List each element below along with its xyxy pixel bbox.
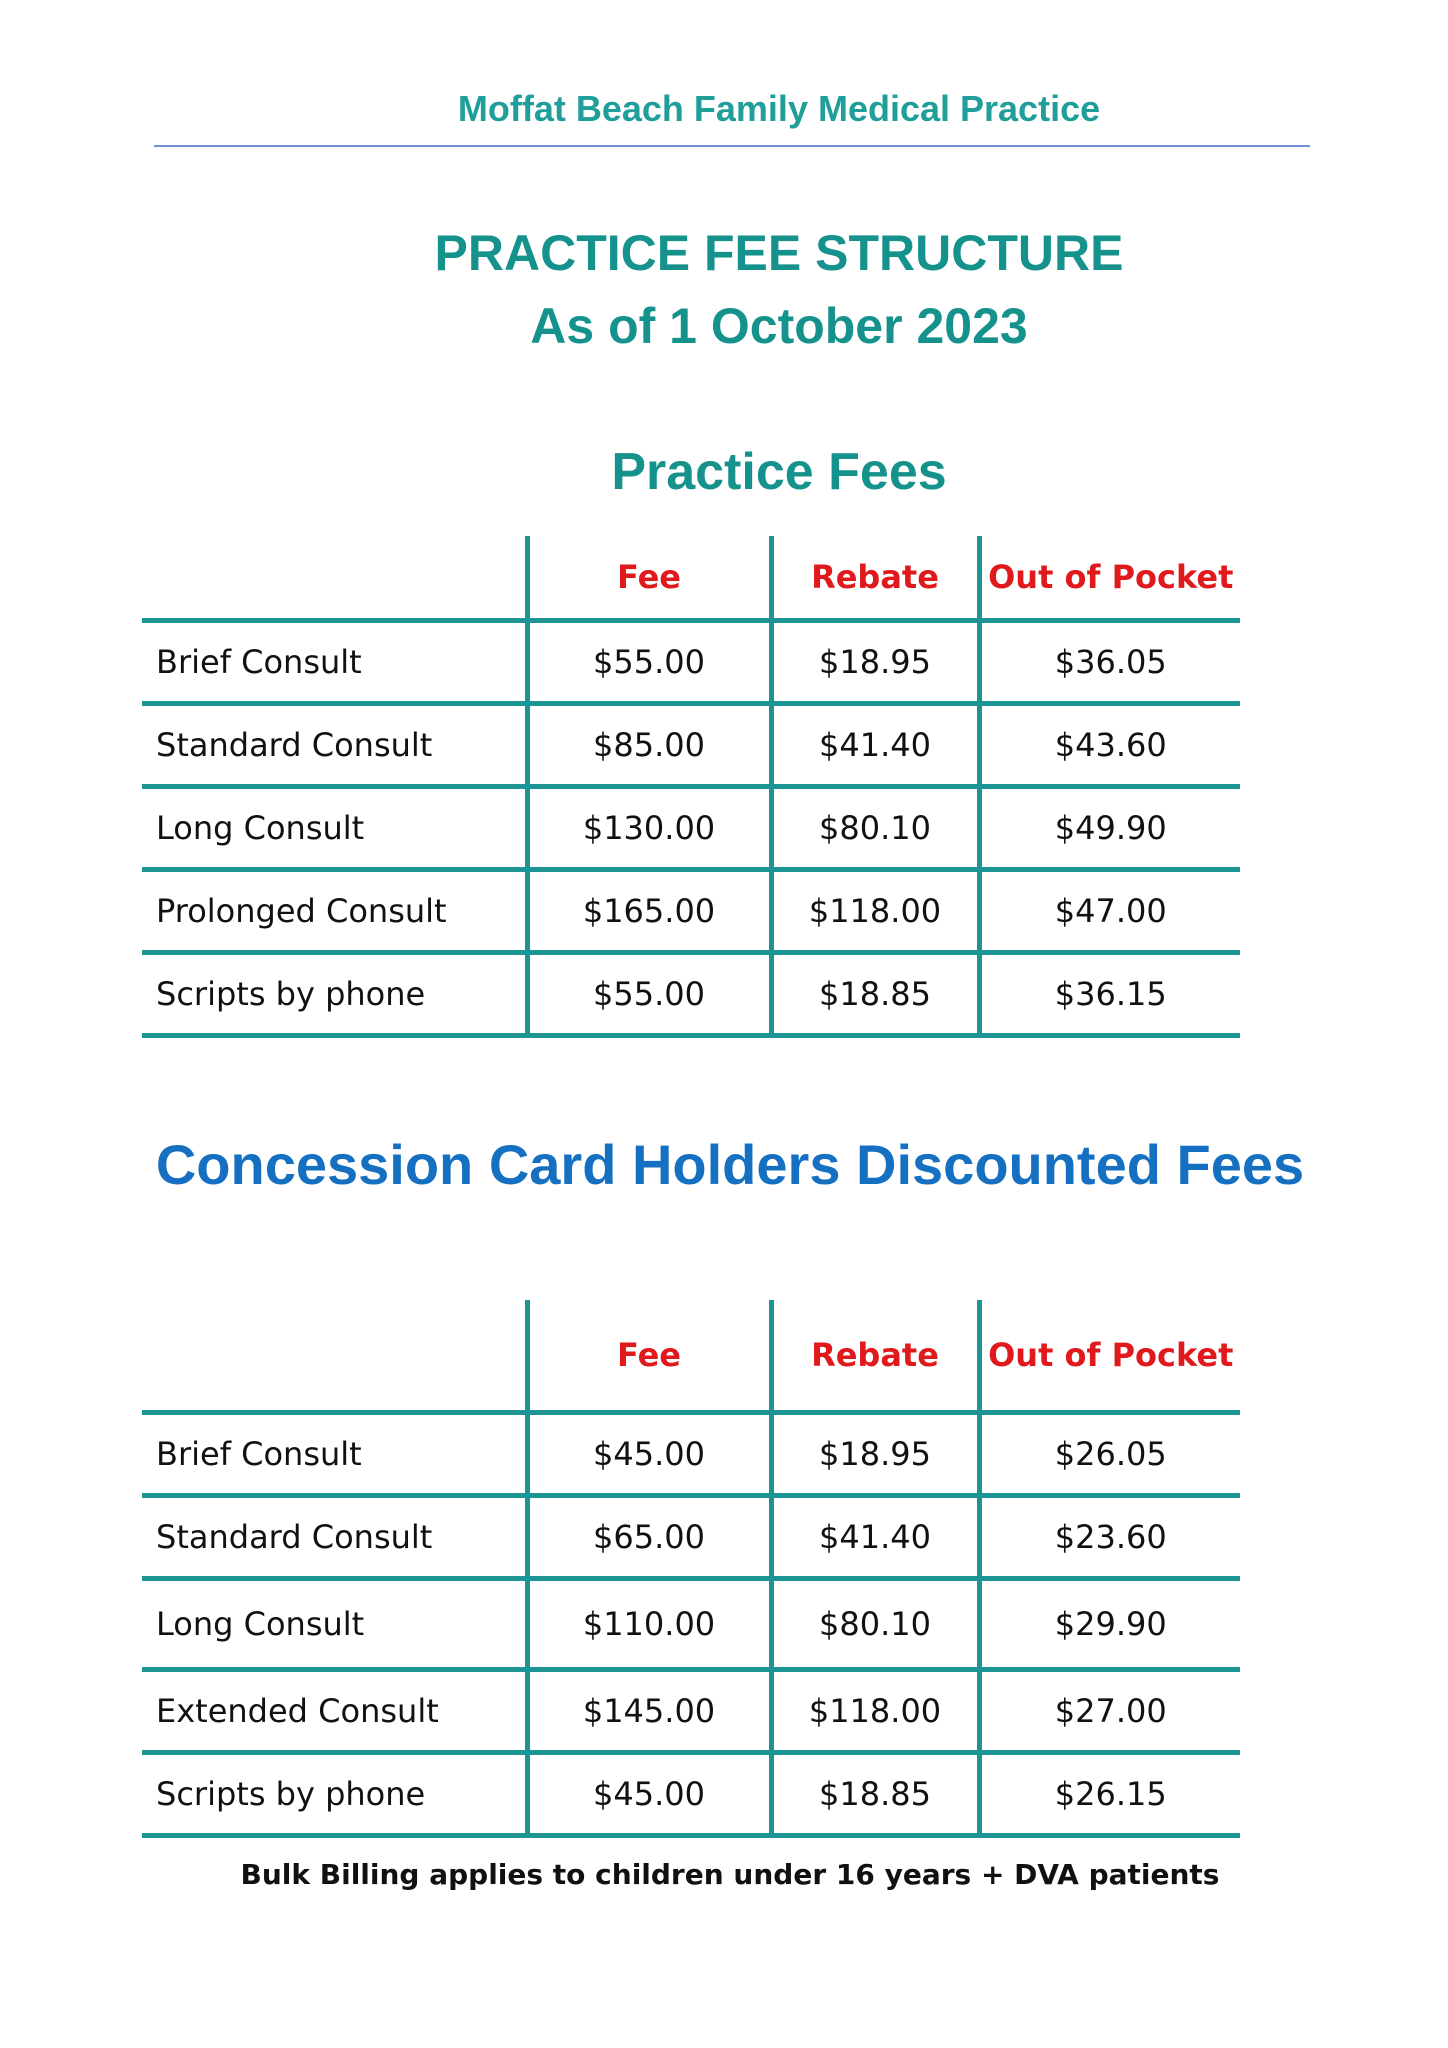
- fee-value: $55.00: [527, 952, 771, 1035]
- service-name: Scripts by phone: [142, 952, 527, 1035]
- out-of-pocket-value: $47.00: [979, 869, 1240, 952]
- column-header-out-of-pocket: Out of Pocket: [979, 1300, 1240, 1412]
- fee-value: $130.00: [527, 786, 771, 869]
- table-header-row: [142, 1300, 1240, 1412]
- rebate-value: $80.10: [771, 786, 979, 869]
- fee-value: $145.00: [527, 1669, 771, 1752]
- column-header-rebate: Rebate: [771, 1300, 979, 1412]
- service-name: Standard Consult: [142, 703, 527, 786]
- column-header-rebate: Rebate: [771, 536, 979, 620]
- service-name: Standard Consult: [142, 1495, 527, 1578]
- service-name: Long Consult: [142, 786, 527, 869]
- table-row: [142, 1752, 1240, 1835]
- page-title: PRACTICE FEE STRUCTURE: [434, 225, 1124, 281]
- page-subtitle-date: As of 1 October 2023: [530, 298, 1028, 354]
- out-of-pocket-value: $29.90: [979, 1578, 1240, 1669]
- fee-value: $85.00: [527, 703, 771, 786]
- fee-value: $110.00: [527, 1578, 771, 1669]
- fee-value: $45.00: [527, 1412, 771, 1495]
- practice-fees-title: Practice Fees: [611, 443, 947, 501]
- table-row: [142, 952, 1240, 1035]
- rebate-value: $18.95: [771, 620, 979, 703]
- out-of-pocket-value: $26.15: [979, 1752, 1240, 1835]
- out-of-pocket-value: $23.60: [979, 1495, 1240, 1578]
- rebate-value: $18.85: [771, 952, 979, 1035]
- header-divider: [154, 145, 1310, 147]
- out-of-pocket-value: $43.60: [979, 703, 1240, 786]
- rebate-value: $80.10: [771, 1578, 979, 1669]
- table-row: [142, 1578, 1240, 1669]
- out-of-pocket-value: $49.90: [979, 786, 1240, 869]
- column-header-out-of-pocket: Out of Pocket: [979, 536, 1240, 620]
- rebate-value: $18.95: [771, 1412, 979, 1495]
- out-of-pocket-value: $27.00: [979, 1669, 1240, 1752]
- service-name: Brief Consult: [142, 620, 527, 703]
- table-row: [142, 1495, 1240, 1578]
- table-row: [142, 1669, 1240, 1752]
- rebate-value: $41.40: [771, 703, 979, 786]
- rebate-value: $41.40: [771, 1495, 979, 1578]
- out-of-pocket-value: $26.05: [979, 1412, 1240, 1495]
- rebate-value: $118.00: [771, 869, 979, 952]
- table-row: [142, 620, 1240, 703]
- table-row: [142, 869, 1240, 952]
- practice-name: Moffat Beach Family Medical Practice: [457, 88, 1101, 129]
- out-of-pocket-value: $36.05: [979, 620, 1240, 703]
- column-header-fee: Fee: [527, 1300, 771, 1412]
- out-of-pocket-value: $36.15: [979, 952, 1240, 1035]
- rebate-value: $118.00: [771, 1669, 979, 1752]
- practice-fees-table: [142, 536, 1240, 1038]
- column-header-service: [142, 1300, 527, 1412]
- fee-value: $55.00: [527, 620, 771, 703]
- table-row: [142, 703, 1240, 786]
- service-name: Prolonged Consult: [142, 869, 527, 952]
- fee-value: $165.00: [527, 869, 771, 952]
- column-header-fee: Fee: [527, 536, 771, 620]
- service-name: Extended Consult: [142, 1669, 527, 1752]
- concession-fees-table: [142, 1300, 1240, 1838]
- service-name: Long Consult: [142, 1578, 527, 1669]
- bulk-billing-note: Bulk Billing applies to children under 16 years + DVA patients: [240, 1858, 1220, 1891]
- table-row: [142, 786, 1240, 869]
- rebate-value: $18.85: [771, 1752, 979, 1835]
- concession-fees-title: Concession Card Holders Discounted Fees: [155, 1133, 1305, 1196]
- service-name: Brief Consult: [142, 1412, 527, 1495]
- column-header-service: [142, 536, 527, 620]
- table-row: [142, 1412, 1240, 1495]
- fee-value: $45.00: [527, 1752, 771, 1835]
- fee-value: $65.00: [527, 1495, 771, 1578]
- table-header-row: [142, 536, 1240, 620]
- service-name: Scripts by phone: [142, 1752, 527, 1835]
